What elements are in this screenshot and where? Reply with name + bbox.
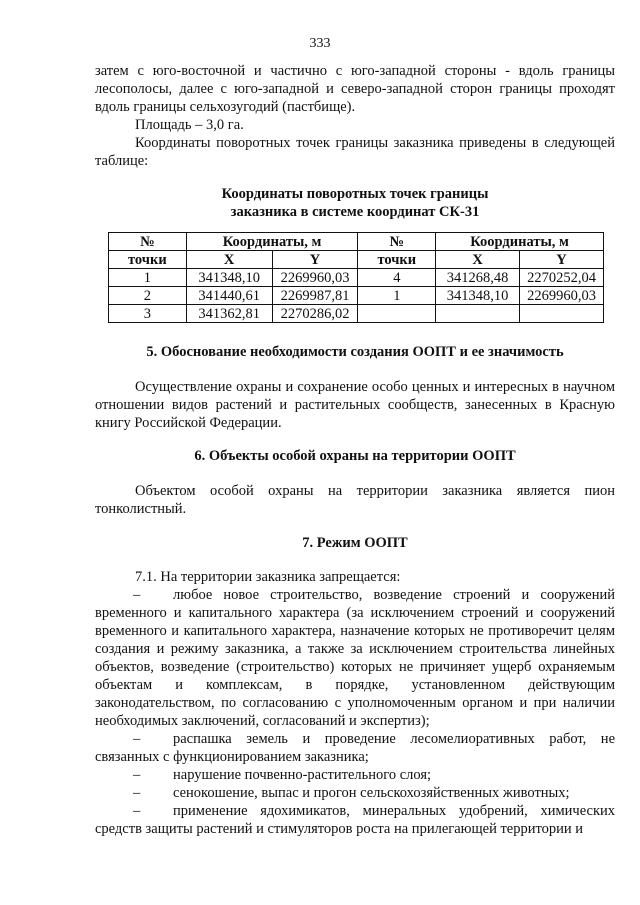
cell-no bbox=[358, 305, 436, 323]
header-y: Y bbox=[520, 251, 604, 269]
cell-x: 341348,10 bbox=[186, 269, 272, 287]
dash-bullet: – bbox=[133, 767, 141, 783]
area-paragraph: Площадь – 3,0 га. bbox=[135, 117, 244, 133]
header-y: Y bbox=[272, 251, 358, 269]
list-item-text: распашка земель и проведение лесомелиоративных работ, не связанных с функционированием заказника; bbox=[95, 731, 615, 765]
section6-title: 6. Объекты особой охраны на территории ООПТ bbox=[194, 448, 516, 464]
page-number: 333 bbox=[309, 36, 331, 51]
cell-no: 1 bbox=[109, 269, 187, 287]
table-subheader-row bbox=[109, 251, 604, 269]
header-no: № bbox=[109, 233, 187, 251]
list-item-text: сенокошение, выпас и прогон сельскохозяйственных животных; bbox=[173, 785, 570, 801]
section6-block bbox=[95, 482, 615, 518]
intro-block bbox=[95, 62, 615, 170]
dash-bullet: – bbox=[133, 731, 141, 747]
dash-bullet: – bbox=[133, 785, 141, 801]
list-item bbox=[95, 802, 615, 838]
header-points: точки bbox=[109, 251, 187, 269]
cell-y bbox=[520, 305, 604, 323]
table-row bbox=[109, 287, 604, 305]
cell-x: 341348,10 bbox=[436, 287, 520, 305]
cell-x: 341362,81 bbox=[186, 305, 272, 323]
header-coordinates: Координаты, м bbox=[186, 233, 358, 251]
list-item-text: применение ядохимикатов, минеральных удобрений, химических средств защиты растений и стимуляторов роста на прилегающей территории и bbox=[95, 803, 615, 837]
list-item-text: нарушение почвенно-растительного слоя; bbox=[173, 767, 432, 783]
header-coordinates: Координаты, м bbox=[436, 233, 604, 251]
section7-title: 7. Режим ООПТ bbox=[302, 535, 408, 551]
cell-x bbox=[436, 305, 520, 323]
cell-y: 2270286,02 bbox=[272, 305, 358, 323]
header-no: № bbox=[358, 233, 436, 251]
table-row bbox=[109, 305, 604, 323]
list-item bbox=[95, 586, 615, 730]
section5-title: 5. Обоснование необходимости создания ООПТ и ее значимость bbox=[146, 344, 564, 360]
section5-text: Осуществление охраны и сохранение особо ценных и интересных в научном отношении видов растений и растительных сообществ, занесенных в Красную книгу Российской Федерации. bbox=[95, 379, 615, 431]
header-points: точки bbox=[358, 251, 436, 269]
cell-y: 2269960,03 bbox=[520, 287, 604, 305]
cell-y: 2269960,03 bbox=[272, 269, 358, 287]
cell-no: 3 bbox=[109, 305, 187, 323]
cell-y: 2269987,81 bbox=[272, 287, 358, 305]
table-title-line1: Координаты поворотных точек границы bbox=[221, 186, 489, 202]
header-x: X bbox=[436, 251, 520, 269]
coordinates-table bbox=[108, 232, 604, 323]
dash-bullet: – bbox=[133, 803, 141, 819]
cell-x: 341440,61 bbox=[186, 287, 272, 305]
section6-text: Объектом особой охраны на территории заказника является пион тонколистный. bbox=[95, 483, 615, 517]
cell-no: 1 bbox=[358, 287, 436, 305]
cell-no: 4 bbox=[358, 269, 436, 287]
list-item bbox=[95, 784, 615, 802]
dash-bullet: – bbox=[133, 587, 141, 603]
table-title bbox=[95, 185, 615, 221]
section7-lead: 7.1. На территории заказника запрещается: bbox=[135, 569, 401, 585]
cell-no: 2 bbox=[109, 287, 187, 305]
cell-y: 2270252,04 bbox=[520, 269, 604, 287]
table-title-line2: заказника в системе координат СК-31 bbox=[230, 204, 480, 220]
table-row bbox=[109, 269, 604, 287]
table-header-row bbox=[109, 233, 604, 251]
list-item bbox=[95, 730, 615, 766]
section5-block bbox=[95, 378, 615, 432]
cell-x: 341268,48 bbox=[436, 269, 520, 287]
section7-block bbox=[95, 568, 615, 838]
coords-intro-paragraph: Координаты поворотных точек границы заказника приведены в следующей таблице: bbox=[95, 135, 615, 169]
intro-paragraph: затем с юго-восточной и частично с юго-западной стороны - вдоль границы лесополосы, далее с юго-западной и северо-западной сторон границы проходят вдоль границы сельхозугодий (пастбище). bbox=[95, 63, 615, 115]
list-item-text: любое новое строительство, возведение строений и сооружений временного и капитального характера (за исключением строений и сооружений временного и капитального характера, назначение которых не противоречит целям создания и режиму заказника, а также за исключением строительства линейных объектов, возведение (строительство) которых не причиняет ущерб охраняемым объектам и комплексам, в порядке, установленном действующим законодательством, по согласованию с уполномоченным органом и при наличии необходимых заключений, согласований и экспертиз); bbox=[95, 587, 615, 729]
list-item bbox=[95, 766, 615, 784]
header-x: X bbox=[186, 251, 272, 269]
